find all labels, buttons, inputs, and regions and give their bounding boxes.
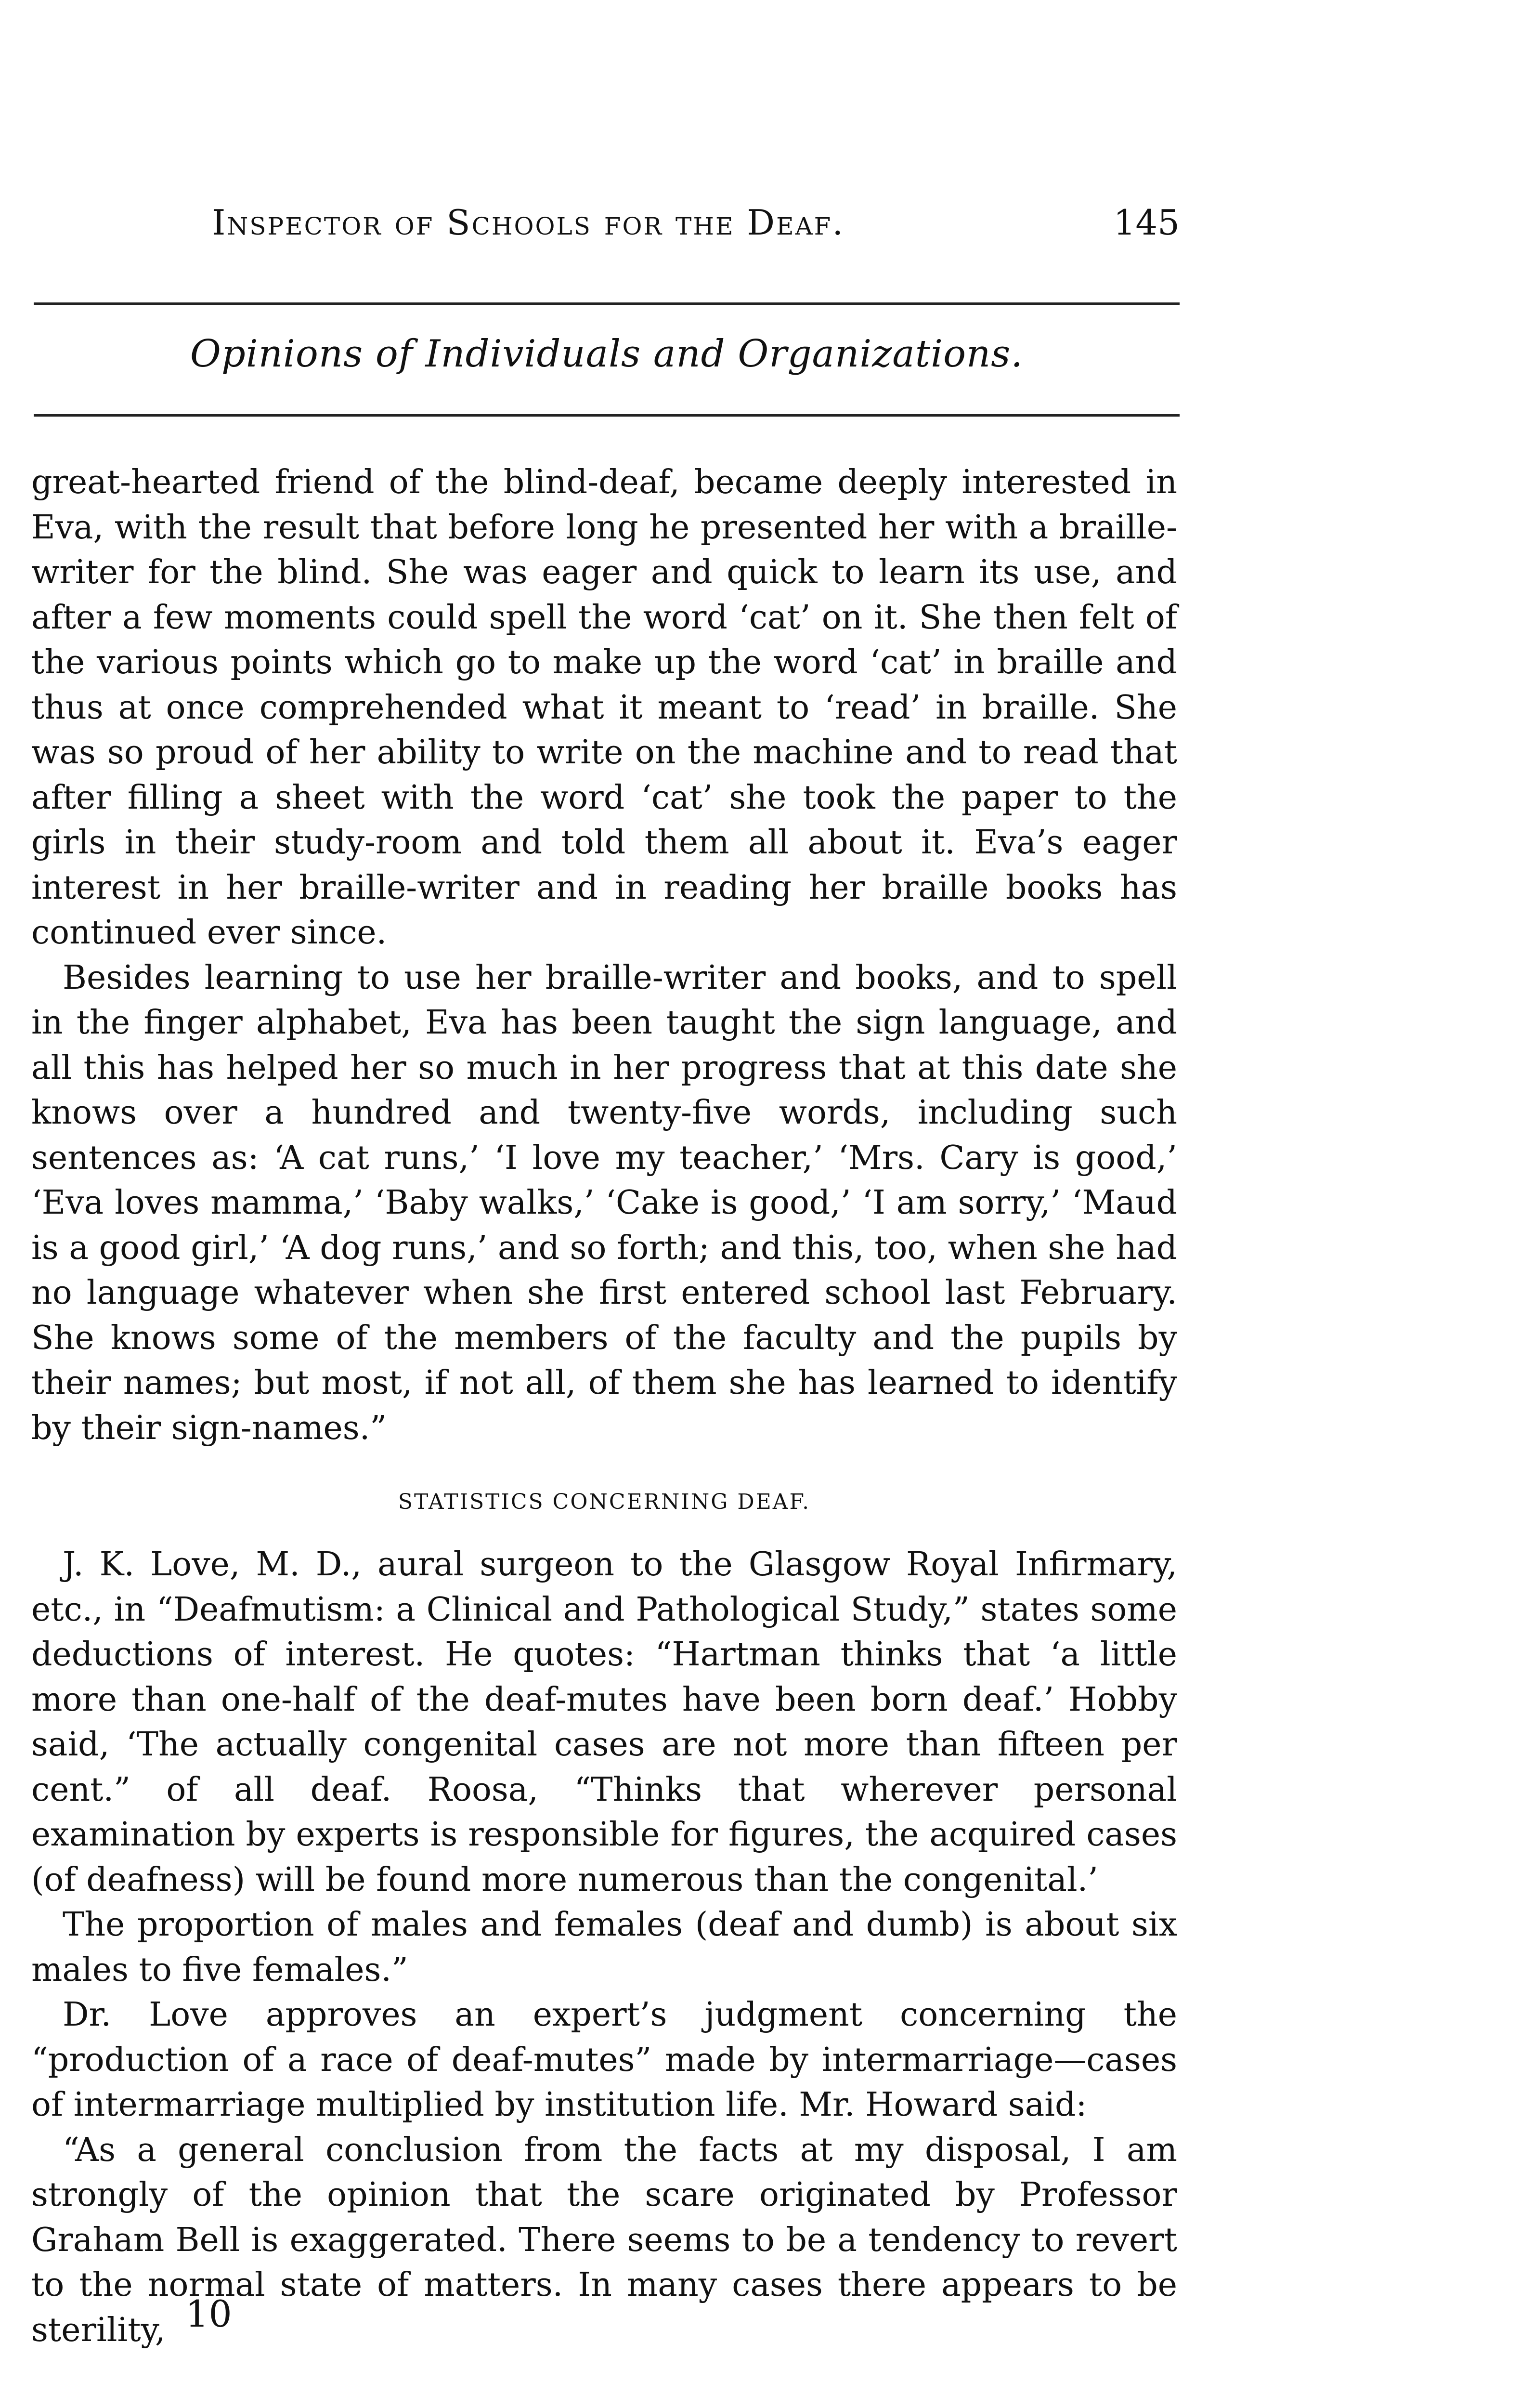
body-paragraph: Besides learning to use her braille-writer and books, and to spell in the finger alphabet, Eva has been taught the sign language, and all this has helped her so much in her progress that at this date she knows over a hundred and twenty-five words, including such sentences as: ‘A cat runs,’ ‘I love my teacher,’ ‘Mrs. Cary is good,’ ‘Eva loves mamma,’ ‘Baby walks,’ ‘Cake is good,’ ‘I am sorry,’ ‘Maud is a good girl,’ ‘A dog runs,’ and so forth; and this, too, when she had no language whatever when she first entered school last February. She knows some of the members of the faculty and the pupils by their names; but most, if not all, of them she has learned to identify by their sign-names.”: [31, 958, 1177, 1447]
body-paragraph: “As a general conclusion from the facts at my disposal, I am strongly of the opinion that the scare originated by Professor Graham Bell is exaggerated. There seems to be a tendency to revert to the normal state of matters. In many cases there appears to be sterility,: [31, 2131, 1177, 2349]
body-paragraph: great-hearted friend of the blind-deaf, became deeply interested in Eva, with the result that before long he presented her with a braille-writer for the blind. She was eager and quick to learn its use, and after a few moments could spell the word ‘cat’ on it. She then felt of the various points which go to make up the word ‘cat’ in braille and thus at once comprehended what it meant to ‘read’ in braille. She was so proud of her ability to write on the machine and to read that after filling a sheet with the word ‘cat’ she took the paper to the girls in their study-room and told them all about it. Eva’s eager interest in her braille-writer and in reading her braille books has continued ever since.: [31, 463, 1177, 952]
body-paragraph: Dr. Love approves an expert’s judgment concerning the “production of a race of deaf-mutes” made by intermarriage—cases of intermarriage multiplied by institution life. Mr. Howard said:: [31, 1996, 1177, 2124]
signature-mark: 10: [185, 2292, 232, 2335]
running-header: [212, 202, 1180, 255]
page-number: 145: [1113, 202, 1180, 243]
running-head-title: Inspector of Schools for the Deaf.: [212, 202, 845, 243]
section-subhead: Opinions of Individuals and Organizations.: [190, 332, 1024, 376]
page-body: [31, 460, 1177, 2353]
header-rule-bottom: [34, 414, 1180, 417]
body-paragraph: The proportion of males and females (deaf and dumb) is about six males to five females.”: [31, 1906, 1177, 1989]
body-paragraph: J. K. Love, M. D., aural surgeon to the Glasgow Royal Infirmary, etc., in “Deafmutism: a Clinical and Pathological Study,” states some deductions of interest. He quotes: “Hartman thinks that ‘a little more than one-half of the deaf-mutes have been born deaf.’ Hobby said, ‘The actually congenital cases are not more than fifteen per cent.” of all deaf. Roosa, “Thinks that wherever personal examination by experts is responsible for figures, the acquired cases (of deafness) will be found more numerous than the congenital.’: [31, 1545, 1177, 1899]
section-heading: STATISTICS CONCERNING DEAF.: [398, 1490, 811, 1514]
header-rule-top: [34, 302, 1180, 305]
